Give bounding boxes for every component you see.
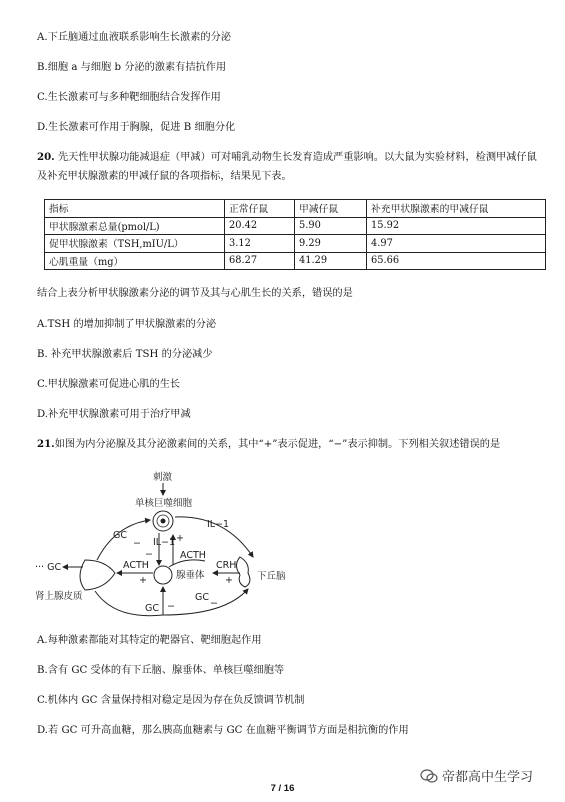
- wechat-icon: [420, 768, 438, 784]
- gc-top-label: GC: [113, 530, 127, 541]
- hypothalamus-icon: [237, 557, 250, 587]
- watermark-text: 帝都高中生学习: [442, 770, 534, 785]
- table-cell: 促甲状腺激素（TSH,mIU/L）: [45, 235, 225, 253]
- q20-number: 20.: [37, 151, 55, 163]
- q21-stem-text: 如图为内分泌腺及其分泌激素间的关系，其中“+”表示促进，“−”表示抑制。下列相关叙述错误的是: [54, 439, 501, 450]
- adrenal-cortex-label: 肾上腺皮质: [35, 591, 83, 602]
- acth-left-label: ACTH: [123, 560, 149, 571]
- q20-stem-text: 先天性甲状腺功能减退症（甲减）可对哺乳动物生长发育造成严重影响。以大鼠为实验材料，检测甲减仔鼠: [57, 152, 537, 163]
- gc-left-label: ··· GC: [35, 562, 62, 573]
- table-row: [45, 235, 546, 253]
- table-cell: 甲状腺激素总量(pmol/L): [45, 217, 225, 235]
- q19-option-b: B.细胞 a 与细胞 b 分泌的激素有拮抗作用: [37, 62, 227, 73]
- table-header-row: [45, 200, 546, 218]
- table-cell: 68.27: [225, 252, 295, 270]
- q20-data-table: [44, 199, 546, 270]
- table-header: 指标: [45, 200, 225, 218]
- table-cell: 15.92: [367, 217, 546, 235]
- table-cell: 41.29: [295, 252, 367, 270]
- adrenal-gland-icon: [80, 560, 115, 590]
- plus-sign: +: [225, 575, 233, 586]
- hormone-regulation-diagram: [35, 465, 305, 630]
- q21-option-d: D.若 GC 可升高血糖，那么胰高血糖素与 GC 在血糖平衡调节方面是相抗衡的作用: [37, 725, 409, 736]
- minus-sign: −: [133, 538, 141, 549]
- table-cell: 5.90: [295, 217, 367, 235]
- minus-sign: −: [167, 601, 175, 612]
- q19-option-c: C.生长激素可与多种靶细胞结合发挥作用: [37, 92, 221, 103]
- q20-option-d: D.补充甲状腺激素可用于治疗甲减: [37, 409, 191, 420]
- gc-bottom-right-label: GC: [195, 592, 209, 603]
- macrophage-label: 单核巨噬细胞: [135, 498, 193, 509]
- il1-right-label: IL−1: [207, 519, 230, 530]
- q20-option-c: C.甲状腺激素可促进心肌的生长: [37, 379, 181, 390]
- q21-option-b: B.含有 GC 受体的有下丘脑、腺垂体、单核巨噬细胞等: [37, 665, 285, 676]
- table-cell: 9.29: [295, 235, 367, 253]
- table-row: [45, 252, 546, 270]
- table-cell: 4.97: [367, 235, 546, 253]
- table-row: [45, 217, 546, 235]
- stimulus-label: 刺激: [153, 472, 173, 483]
- q19-option-a: A.下丘脑通过血液联系影响生长激素的分泌: [37, 32, 231, 43]
- q20-stem-line2: 及补充甲状腺激素的甲减仔鼠的各项指标，结果见下表。: [37, 171, 292, 182]
- hypothalamus-label: 下丘脑: [257, 571, 286, 582]
- q19-option-d: D.生长激素可作用于胸腺，促进 B 细胞分化: [37, 122, 236, 133]
- q21-option-c: C.机体内 GC 含量保持相对稳定是因为存在负反馈调节机制: [37, 695, 305, 706]
- table-cell: 65.66: [367, 252, 546, 270]
- acth-inner-label: ACTH: [180, 550, 206, 561]
- q21-number: 21.: [37, 438, 55, 450]
- table-header: 正常仔鼠: [225, 200, 295, 218]
- plus-sign: +: [176, 533, 184, 544]
- minus-sign: −: [145, 549, 153, 560]
- il1-inner-label: IL−1: [153, 537, 176, 548]
- macrophage-cell-icon: [153, 511, 173, 531]
- minus-sign: −: [210, 598, 218, 609]
- table-cell: 20.42: [225, 217, 295, 235]
- gc-bottom-left-label: GC: [145, 603, 159, 614]
- q21-option-a: A.每种激素都能对其特定的靶器官、靶细胞起作用: [37, 635, 262, 646]
- table-header: 补充甲状腺激素的甲减仔鼠: [367, 200, 546, 218]
- q20-question: 结合上表分析甲状腺激素分泌的调节及其与心肌生长的关系，错误的是: [37, 288, 353, 299]
- q20-stem-line1: [37, 151, 537, 164]
- crh-label: CRH: [216, 560, 237, 571]
- q20-option-b: B. 补充甲状腺激素后 TSH 的分泌减少: [37, 349, 213, 360]
- table-header: 甲减仔鼠: [295, 200, 367, 218]
- page-number: 7 / 16: [270, 783, 295, 794]
- pituitary-label: 腺垂体: [176, 570, 205, 581]
- q20-option-a: A.TSH 的增加抑制了甲状腺激素的分泌: [37, 319, 217, 330]
- table-cell: 3.12: [225, 235, 295, 253]
- plus-sign: +: [139, 575, 147, 586]
- q21-stem: [37, 438, 500, 451]
- table-cell: 心肌重量（mg）: [45, 252, 225, 270]
